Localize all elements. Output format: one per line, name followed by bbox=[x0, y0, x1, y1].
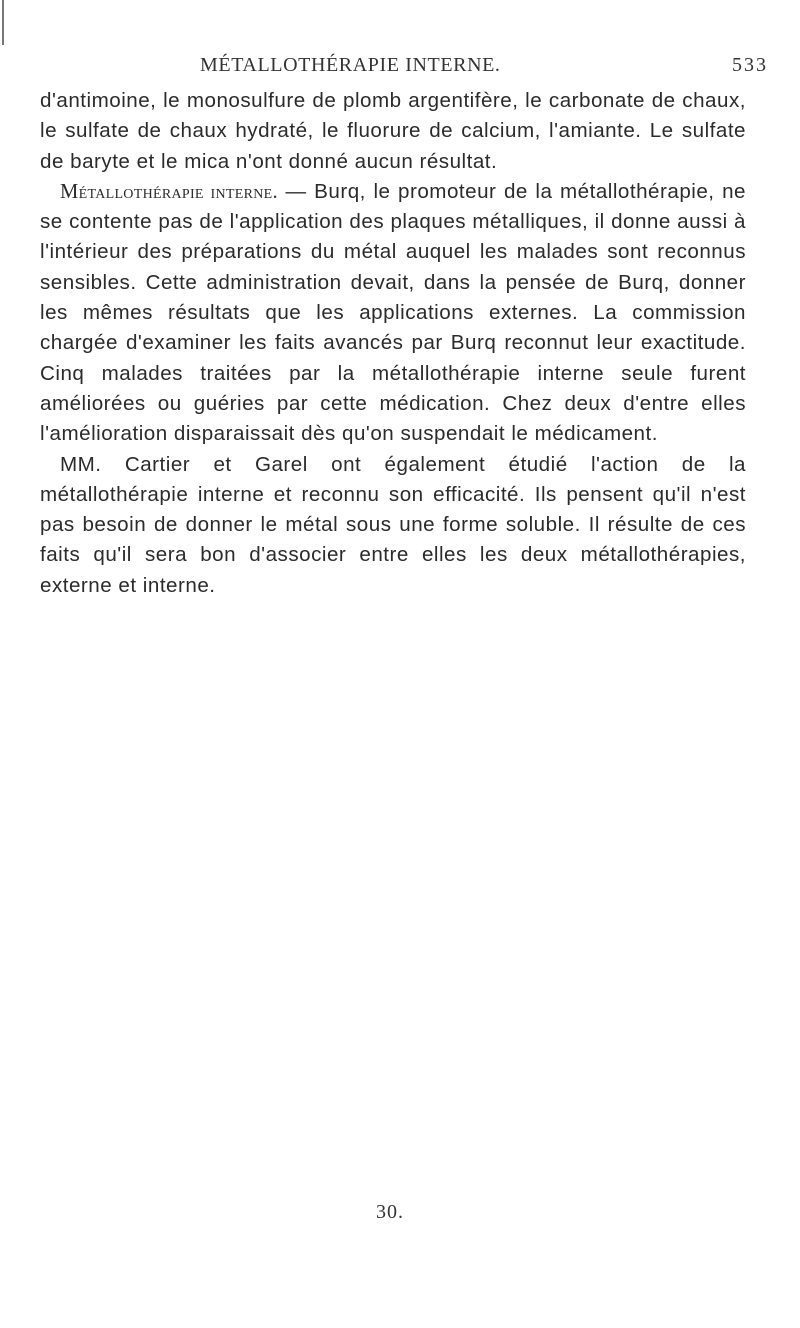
page-number: 533 bbox=[732, 54, 768, 76]
paragraph-metallotherapie-interne bbox=[40, 177, 746, 450]
running-title: MÉTALLOTHÉRAPIE INTERNE. bbox=[200, 54, 501, 76]
paragraph-cartier-garel: MM. Cartier et Garel ont également étudié l'action de la métallothérapie interne et reconnu son efficacité. Ils pensent qu'il n'est pas besoin de donner le métal sous une forme soluble. Il résulte de ces faits qu'il sera bon d'associer entre elles les deux métallothérapies, externe et interne. bbox=[40, 452, 746, 597]
page-edge-rule bbox=[2, 0, 4, 45]
paragraph-body: — Burq, le promoteur de la métallothérapie, ne se contente pas de l'application des plaques métalliques, il donne aussi à l'intérieur des préparations du métal auquel les malades sont reconnus sensibles. Cette administration devait, dans la pensée de Burq, donner les mêmes résultats que les applications externes. La commission chargée d'examiner les faits avancés par Burq reconnut leur exactitude. Cinq malades traitées par la métallothérapie interne seule furent améliorées ou guéries par cette médication. Chez deux d'entre elles l'amélioration disparaissait dès qu'on suspendait le médicament. bbox=[40, 179, 746, 446]
running-head bbox=[40, 54, 768, 84]
body-text bbox=[40, 86, 746, 601]
paragraph-continuation: d'antimoine, le monosulfure de plomb argentifère, le carbonate de chaux, le sulfate de chaux hydraté, le fluorure de calcium, l'amiante. Le sulfate de baryte et le mica n'ont donné aucun résultat. bbox=[40, 89, 746, 173]
signature-mark: 30. bbox=[376, 1201, 404, 1223]
section-heading: Métallothérapie interne. bbox=[60, 180, 278, 203]
